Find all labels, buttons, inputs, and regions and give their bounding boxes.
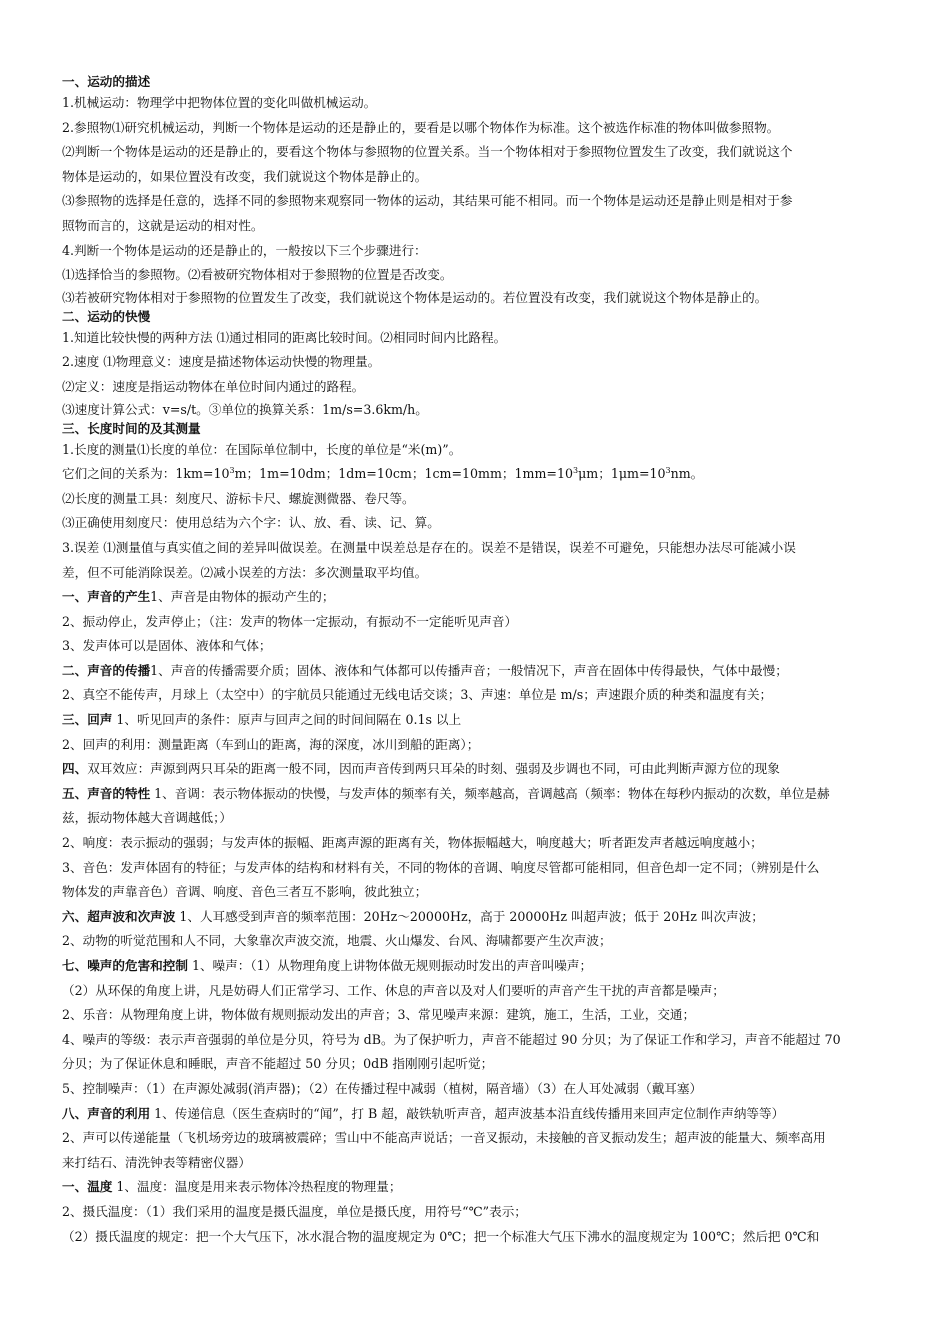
body-text: 2、回声的利用：测量距离（车到山的距离，海的深度，冰川到船的距离）； xyxy=(62,736,480,752)
body-text: 照物而言的，这就是运动的相对性。 xyxy=(62,217,264,233)
body-text: 分贝；为了保证休息和睡眠，声音不能超过 50 分贝；0dB 指刚刚引起听觉； xyxy=(62,1056,494,1072)
body-text: 1、温度：温度是用来表示物体冷热程度的物理量； xyxy=(112,1179,402,1195)
body-text-line xyxy=(62,856,894,881)
body-text-line xyxy=(62,438,894,463)
section-heading-line xyxy=(62,72,894,91)
body-text: ⑶若被研究物体相对于参照物的位置发生了改变，我们就说这个物体是运动的。若位置没有改变，我们就说这个物体是静止的。 xyxy=(62,289,768,305)
body-text-line xyxy=(62,91,894,116)
body-text: ⑶参照物的选择是任意的，选择不同的参照物来观察同一物体的运动，其结果可能不相同。而一个物体是运动还是静止则是相对于参 xyxy=(62,193,793,209)
section-heading-line xyxy=(62,954,894,979)
body-text-line xyxy=(62,288,894,307)
body-text-line xyxy=(62,831,894,856)
body-text: 2、摄氏温度：（1）我们采用的温度是摄氏温度，单位是摄氏度，用符号“℃”表示； xyxy=(62,1203,527,1219)
section-heading-line xyxy=(62,419,894,438)
body-text: ⑵定义：速度是指运动物体在单位时间内通过的路程。 xyxy=(62,378,365,394)
body-text: 2、响度：表示振动的强弱；与发声体的振幅、距离声源的距离有关，物体振幅越大，响度越大；听者距发声者越远响度越小； xyxy=(62,835,763,851)
body-text: 差，但不可能消除误差。⑵减小误差的方法：多次测量取平均值。 xyxy=(62,564,428,580)
body-text-line xyxy=(62,1003,894,1028)
body-text-line xyxy=(62,536,894,561)
body-text-line xyxy=(62,1052,894,1077)
body-text: 2.参照物⑴研究机械运动，判断一个物体是运动的还是静止的，要看是以哪个物体作为标准。这个被选作标准的物体叫做参照物。 xyxy=(62,119,780,135)
body-text-line xyxy=(62,487,894,512)
body-text: ⑵长度的测量工具：刻度尺、游标卡尺、螺旋测微器、卷尺等。 xyxy=(62,490,415,506)
body-text: ⑶正确使用刻度尺：使用总结为六个字：认、放、看、读、记、算。 xyxy=(62,515,440,531)
body-text-line xyxy=(62,189,894,214)
body-text-line xyxy=(62,1028,894,1053)
body-text-line xyxy=(62,214,894,239)
section-heading: 二、运动的快慢 xyxy=(62,308,151,324)
section-heading: 二、声音的传播 xyxy=(62,662,151,678)
section-heading: 八、声音的利用 xyxy=(62,1105,151,1121)
body-text: 5、控制噪声：（1）在声源处减弱(消声器)；（2）在传播过程中减弱（植树，隔音墙）（3）在人耳处减弱（戴耳塞） xyxy=(62,1080,703,1096)
body-text: 1、音调：表示物体振动的快慢，与发声体的频率有关，频率越高，音调越高（频率：物体在每秒内振动的次数，单位是赫 xyxy=(150,785,830,801)
body-text-line xyxy=(62,511,894,536)
section-heading: 一、运动的描述 xyxy=(62,74,151,89)
body-text: 3、发声体可以是固体、液体和气体； xyxy=(62,638,272,654)
section-heading: 三、长度时间的及其测量 xyxy=(62,420,201,436)
body-text-line xyxy=(62,263,894,288)
section-heading-line xyxy=(62,905,894,930)
body-text: 1、听见回声的条件：原声与回声之间的时间间隔在 0.1s 以上 xyxy=(112,712,462,728)
body-text: （2）从环保的角度上讲，凡是妨碍人们正常学习、工作、休息的声音以及对人们要听的声音产生干扰的声音都是噪声； xyxy=(62,982,725,998)
body-text: 1.长度的测量⑴长度的单位：在国际单位制中，长度的单位是“米(m)”。 xyxy=(62,441,462,457)
body-text: 2、振动停止，发声停止；（注：发声的物体一定振动，有振动不一定能听见声音） xyxy=(62,613,518,629)
body-text-line xyxy=(62,116,894,141)
body-text-line xyxy=(62,239,894,264)
body-text: 双耳效应：声源到两只耳朵的距离一般不同，因而声音传到两只耳朵的时刻、强弱及步调也不同，可由此判断声源方位的现象 xyxy=(87,761,780,777)
body-text-line xyxy=(62,140,894,165)
body-text: 1、噪声：（1）从物理角度上讲物体做无规则振动时发出的声音叫噪声； xyxy=(187,958,593,973)
body-text-line xyxy=(62,880,894,905)
section-heading: 四、 xyxy=(62,761,88,777)
body-text: 2、动物的听觉范围和人不同，大象靠次声波交流，地震、火山爆发、台风、海啸都要产生次声波； xyxy=(62,933,612,949)
body-text: 3.误差 ⑴测量值与真实值之间的差异叫做误差。在测量中误差总是存在的。误差不是错误，误差不可避免，只能想办法尽可能减小误 xyxy=(62,539,796,555)
body-text: 兹，振动物体越大音调越低；） xyxy=(62,810,233,826)
body-text: （2）摄氏温度的规定：把一个大气压下，冰水混合物的温度规定为 0℃；把一个标准大气压下沸水的温度规定为 100℃；然后把 0℃和 xyxy=(62,1228,820,1244)
section-heading-line xyxy=(62,585,894,610)
section-heading-line xyxy=(62,757,894,782)
section-heading-line xyxy=(62,708,894,733)
body-text-line xyxy=(62,634,894,659)
body-text-line xyxy=(62,561,894,586)
section-heading-line xyxy=(62,659,894,684)
body-text: ⑶速度计算公式：v=s/t。③单位的换算关系：1m/s=3.6km/h。 xyxy=(62,401,428,417)
body-text-line xyxy=(62,1225,894,1250)
body-text-line xyxy=(62,326,894,351)
body-text-line xyxy=(62,806,894,831)
section-heading: 一、温度 xyxy=(62,1179,113,1195)
body-text: 4.判断一个物体是运动的还是静止的，一般按以下三个步骤进行： xyxy=(62,242,427,258)
body-text-line xyxy=(62,1126,894,1151)
body-text: 4、噪声的等级：表示声音强弱的单位是分贝，符号为 dB。为了保护听力，声音不能超过 90 分贝；为了保证工作和学习，声音不能超过 70 xyxy=(62,1031,841,1047)
body-text-line xyxy=(62,462,894,487)
body-text-line xyxy=(62,400,894,419)
unit-relations-text: 它们之间的关系为：$1km=10^3m$；1m=10dm；1dm=10cm；1cm=10mm；$1mm=10^3\mu m$；$1\mu m=10^3nm$。 xyxy=(62,465,704,482)
body-text: 1.知道比较快慢的两种方法 ⑴通过相同的距离比较时间。⑵相同时间内比路程。 xyxy=(62,329,507,345)
body-text: 2、乐音：从物理角度上讲，物体做有规则振动发出的声音；3、常见噪声来源：建筑，施工，生活，工业，交通； xyxy=(62,1007,696,1023)
section-heading: 一、声音的产生 xyxy=(62,589,151,605)
body-text: 1、人耳感受到声音的频率范围：20Hz～20000Hz，高于 20000Hz 叫超声波；低于 20Hz 叫次声波； xyxy=(175,908,764,924)
body-text: ⑵判断一个物体是运动的还是静止的，要看这个物体与参照物的位置关系。当一个物体相对于参照物位置发生了改变，我们就说这个 xyxy=(62,144,793,160)
body-text-line xyxy=(62,1077,894,1102)
section-heading-line xyxy=(62,1102,894,1127)
section-heading: 三、回声 xyxy=(62,712,113,728)
body-text: 2、真空不能传声，月球上（太空中）的宇航员只能通过无线电话交谈；3、声速：单位是 m/s；声速跟介质的种类和温度有关； xyxy=(62,687,773,703)
body-text: 3、音色：发声体固有的特征；与发声体的结构和材料有关，不同的物体的音调、响度尽管都可能相同，但音色却一定不同；（辨别是什么 xyxy=(62,859,820,875)
body-text: ⑴选择恰当的参照物。⑵看被研究物体相对于参照物的位置是否改变。 xyxy=(62,267,453,283)
body-text-line xyxy=(62,350,894,375)
section-heading: 五、声音的特性 xyxy=(62,785,151,801)
body-text: 1、传递信息（医生查病时的“闻”，打 B 超，敲铁轨听声音，超声波基本沿直线传播用来回声定位制作声纳等等） xyxy=(150,1105,785,1121)
section-heading-line xyxy=(62,1175,894,1200)
body-text: 物体发的声靠音色）音调、响度、音色三者互不影响，彼此独立； xyxy=(62,884,428,900)
body-text: 来打结石、清洗钟表等精密仪器） xyxy=(62,1154,251,1170)
section-heading: 六、超声波和次声波 xyxy=(62,908,176,924)
body-text: 2.速度 ⑴物理意义：速度是描述物体运动快慢的物理量。 xyxy=(62,354,381,370)
body-text-line xyxy=(62,375,894,400)
body-text: 物体是运动的，如果位置没有改变，我们就说这个物体是静止的。 xyxy=(62,168,428,184)
body-text-line xyxy=(62,733,894,758)
body-text: 1.机械运动：物理学中把物体位置的变化叫做机械运动。 xyxy=(62,95,377,110)
body-text-line xyxy=(62,610,894,635)
section-heading: 七、噪声的危害和控制 xyxy=(62,958,188,973)
body-text-line xyxy=(62,165,894,190)
body-text-line xyxy=(62,929,894,954)
body-text: 1、声音是由物体的振动产生的； xyxy=(150,589,335,605)
body-text-line xyxy=(62,683,894,708)
section-heading-line xyxy=(62,307,894,326)
body-text: 1、声音的传播需要介质；固体、液体和气体都可以传播声音；一般情况下，声音在固体中传得最快，气体中最慢； xyxy=(150,662,788,678)
section-heading-line xyxy=(62,782,894,807)
body-text: 2、声可以传递能量（飞机场旁边的玻璃被震碎；雪山中不能高声说话；一音叉振动，未接触的音叉振动发生；超声波的能量大、频率高用 xyxy=(62,1130,826,1146)
body-text-line xyxy=(62,1151,894,1176)
body-text-line xyxy=(62,1200,894,1225)
document-page xyxy=(62,72,894,1249)
body-text-line xyxy=(62,979,894,1004)
